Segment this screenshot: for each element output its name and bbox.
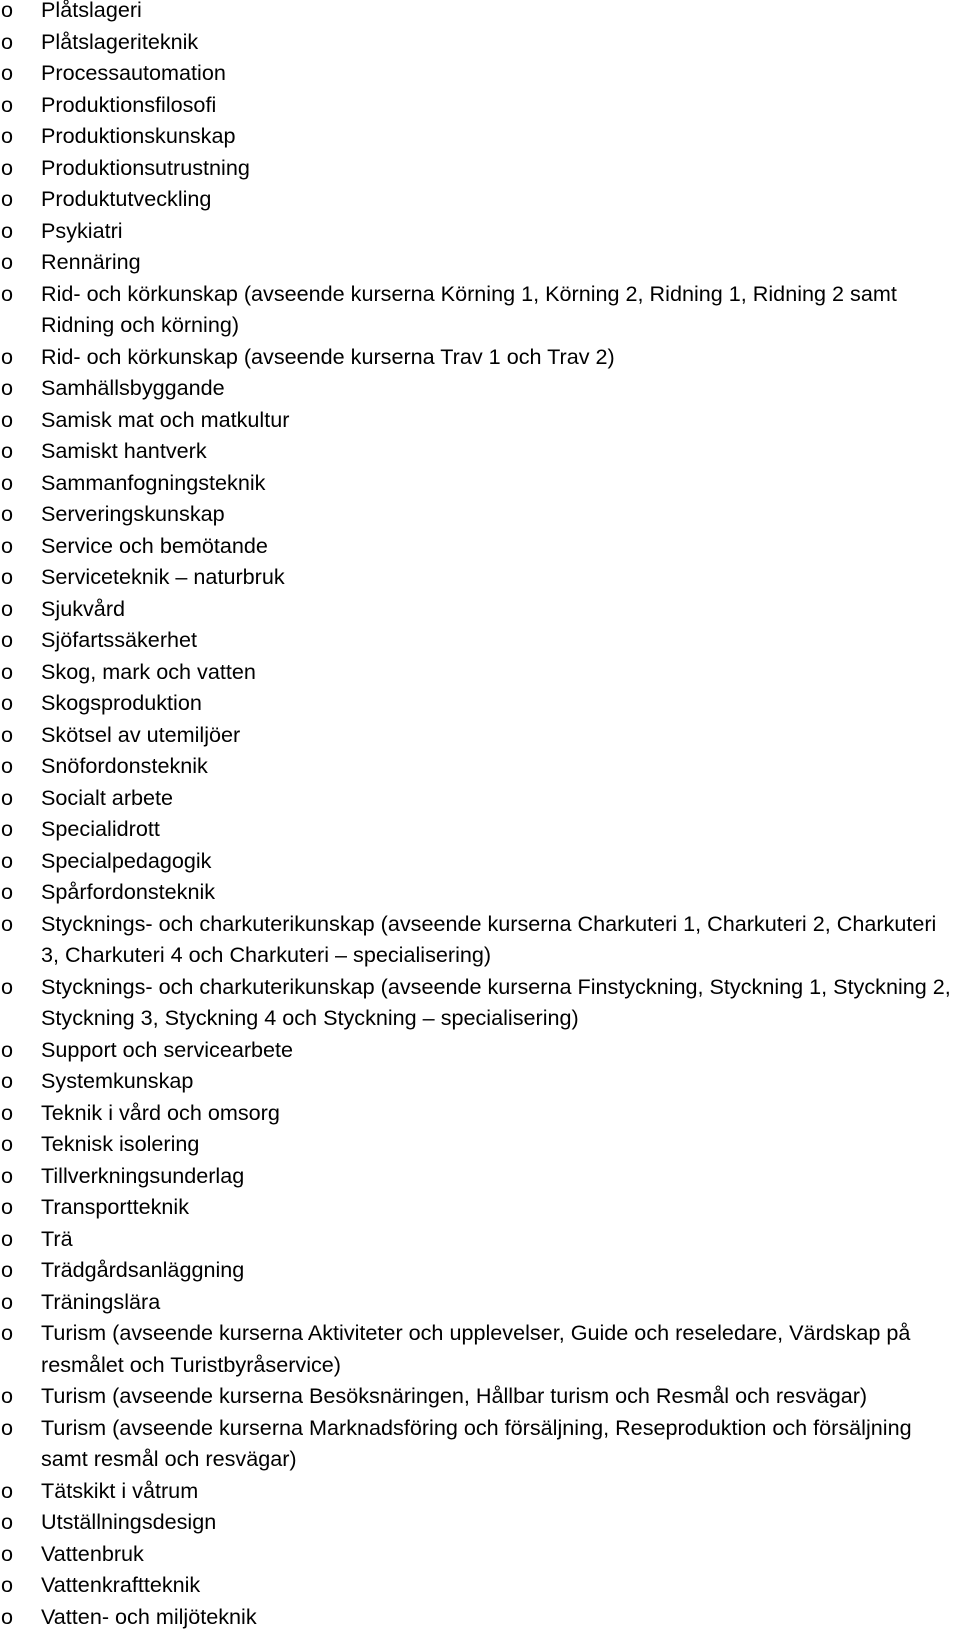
list-item (0, 876, 960, 908)
list-item-label: Sammanfogningsteknik (41, 469, 266, 495)
bullet-icon: o (1, 1540, 14, 1566)
bullet-icon: o (1, 690, 14, 715)
bullet-icon: o (1, 753, 14, 778)
bullet-icon: o (1, 1194, 14, 1219)
list-item (0, 183, 960, 215)
list-item (0, 1380, 960, 1412)
list-item (0, 26, 960, 58)
list-item-label: Samisk mat och matkultur (41, 406, 290, 432)
list-item (0, 593, 960, 625)
bullet-icon: o (1, 847, 14, 873)
list-item-label: Produktutveckling (41, 186, 212, 211)
bullet-icon: o (1, 1099, 14, 1125)
bullet-icon: o (1, 1068, 14, 1093)
list-item-label: Serviceteknik – naturbruk (41, 564, 285, 589)
list-item (0, 719, 960, 751)
list-item-label: Tillverkningsunderlag (41, 1162, 245, 1188)
list-item-label: Turism (avseende kurserna Besöksnäringen, Hållbar turism och Resmål och resvägar) (41, 1383, 868, 1408)
bullet-icon: o (1, 123, 14, 148)
list-item (0, 971, 960, 1034)
bullet-icon: o (1, 1572, 14, 1597)
list-item-label: Skogsproduktion (41, 690, 202, 715)
list-item-label: Socialt arbete (41, 784, 174, 810)
list-item-label: Skog, mark och vatten (41, 658, 256, 684)
list-item (0, 1097, 960, 1129)
bullet-icon: o (1, 564, 14, 589)
list-item (0, 1223, 960, 1255)
list-item (0, 1065, 960, 1097)
list-item-label: Trä (41, 1225, 73, 1251)
list-item (0, 782, 960, 814)
list-item (0, 1506, 960, 1538)
list-item (0, 656, 960, 688)
list-item-label: Produktionsutrustning (41, 154, 250, 180)
list-item-label: Skötsel av utemiljöer (41, 721, 241, 747)
list-item (0, 0, 960, 26)
bullet-icon: o (1, 816, 14, 841)
bullet-icon: o (1, 249, 14, 274)
list-item-label: Träningslära (41, 1288, 161, 1314)
list-item-label: Stycknings- och charkuterikunskap (avseende kurserna Charkuteri 1, Charkuteri 2, Charkuteri 3, Charkuteri 4 och Charkuteri – specialisering) (41, 910, 937, 967)
list-item-label: Spårfordonsteknik (41, 879, 216, 904)
list-item-label: Samhällsbyggande (41, 375, 225, 400)
bullet-icon: o (1, 1131, 14, 1156)
list-item (0, 1191, 960, 1223)
bullet-icon: o (1, 1225, 14, 1251)
list-item (0, 152, 960, 184)
list-item-label: Rid- och körkunskap (avseende kurserna Körning 1, Körning 2, Ridning 1, Ridning 2 samt Ridning och körning) (41, 280, 897, 337)
list-item (0, 624, 960, 656)
bullet-icon: o (1, 627, 14, 652)
list-item-label: Transportteknik (41, 1194, 190, 1219)
list-item (0, 120, 960, 152)
bullet-icon: o (1, 973, 14, 999)
list-item-label: Teknisk isolering (41, 1131, 200, 1156)
bullet-icon: o (1, 406, 14, 432)
list-item (0, 246, 960, 278)
list-item-label: Serveringskunskap (41, 501, 225, 526)
list-item (0, 1475, 960, 1507)
bullet-icon: o (1, 1257, 14, 1282)
list-item-label: Sjukvård (41, 595, 126, 621)
bullet-icon: o (1, 469, 14, 495)
bullet-icon: o (1, 60, 14, 85)
bullet-icon: o (1, 1320, 14, 1345)
list-item-label: Turism (avseende kurserna Aktiviteter och upplevelser, Guide och reseledare, Värdskap på resmålet och Turistbyråservice) (41, 1320, 911, 1377)
list-item-label: Vattenkraftteknik (41, 1572, 201, 1597)
list-item (0, 530, 960, 562)
bullet-icon: o (1, 343, 14, 369)
bullet-icon: o (1, 1477, 14, 1503)
list-item-label: Sjöfartssäkerhet (41, 627, 198, 652)
list-item-label: Service och bemötande (41, 532, 268, 558)
bullet-icon: o (1, 28, 14, 54)
bullet-icon: o (1, 217, 14, 243)
list-item-label: Tätskikt i våtrum (41, 1477, 199, 1503)
bullet-icon: o (1, 1288, 14, 1314)
bullet-icon: o (1, 438, 14, 463)
list-item (0, 561, 960, 593)
list-item (0, 1569, 960, 1601)
list-item-label: Psykiatri (41, 217, 123, 243)
bullet-icon: o (1, 154, 14, 180)
list-item-label: Vattenbruk (41, 1540, 144, 1566)
bullet-icon: o (1, 0, 14, 22)
list-item (0, 1412, 960, 1475)
bullet-icon: o (1, 1603, 14, 1629)
bullet-icon: o (1, 91, 14, 117)
bullet-icon: o (1, 1383, 14, 1408)
list-item (0, 1128, 960, 1160)
bullet-icon: o (1, 1162, 14, 1188)
list-item (0, 372, 960, 404)
bullet-icon: o (1, 658, 14, 684)
list-item (0, 908, 960, 971)
bullet-icon: o (1, 1036, 14, 1062)
list-item-label: Plåtslageri (41, 0, 142, 22)
list-item-label: Rennäring (41, 249, 141, 274)
bullet-icon: o (1, 595, 14, 621)
bullet-icon: o (1, 910, 14, 936)
list-item (0, 498, 960, 530)
list-item (0, 404, 960, 436)
list-item-label: Turism (avseende kurserna Marknadsföring och försäljning, Reseproduktion och försäljning samt resmål och resvägar) (41, 1414, 912, 1471)
list-item-label: Teknik i vård och omsorg (41, 1099, 280, 1125)
bullet-icon: o (1, 879, 14, 904)
list-item (0, 341, 960, 373)
list-item (0, 750, 960, 782)
list-item (0, 813, 960, 845)
list-item-label: Specialidrott (41, 816, 160, 841)
list-item (0, 1034, 960, 1066)
list-item-label: Trädgårdsanläggning (41, 1257, 245, 1282)
list-item-label: Produktionskunskap (41, 123, 236, 148)
list-item-label: Stycknings- och charkuterikunskap (avseende kurserna Finstyckning, Styckning 1, Styckning 2, Styckning 3, Styckning 4 och Styckning – specialisering) (41, 973, 951, 1030)
bullet-icon: o (1, 1509, 14, 1534)
list-item (0, 1254, 960, 1286)
bullet-icon: o (1, 1414, 14, 1440)
list-item (0, 1286, 960, 1318)
list-item (0, 845, 960, 877)
list-item-label: Vatten- och miljöteknik (41, 1603, 257, 1629)
bullet-icon: o (1, 375, 14, 400)
bullet-icon: o (1, 501, 14, 526)
list-item (0, 1160, 960, 1192)
list-item-label: Plåtslageriteknik (41, 28, 199, 54)
list-item (0, 57, 960, 89)
bullet-icon: o (1, 280, 14, 306)
list-item (0, 1317, 960, 1380)
bullet-icon: o (1, 721, 14, 747)
list-item (0, 435, 960, 467)
list-item (0, 1538, 960, 1570)
bullet-icon: o (1, 532, 14, 558)
list-item-label: Support och servicearbete (41, 1036, 294, 1062)
bullet-icon: o (1, 186, 14, 211)
list-item-label: Utställningsdesign (41, 1509, 217, 1534)
list-item (0, 278, 960, 341)
list-item-label: Specialpedagogik (41, 847, 212, 873)
list-item-label: Produktionsfilosofi (41, 91, 217, 117)
list-item-label: Samiskt hantverk (41, 438, 207, 463)
list-item (0, 1601, 960, 1632)
list-item-label: Processautomation (41, 60, 226, 85)
list-item-label: Systemkunskap (41, 1068, 194, 1093)
bullet-icon: o (1, 784, 14, 810)
list-item (0, 467, 960, 499)
list-item-label: Snöfordonsteknik (41, 753, 208, 778)
list-item (0, 89, 960, 121)
list-item-label: Rid- och körkunskap (avseende kurserna Trav 1 och Trav 2) (41, 343, 615, 369)
list-item (0, 215, 960, 247)
list-item (0, 687, 960, 719)
